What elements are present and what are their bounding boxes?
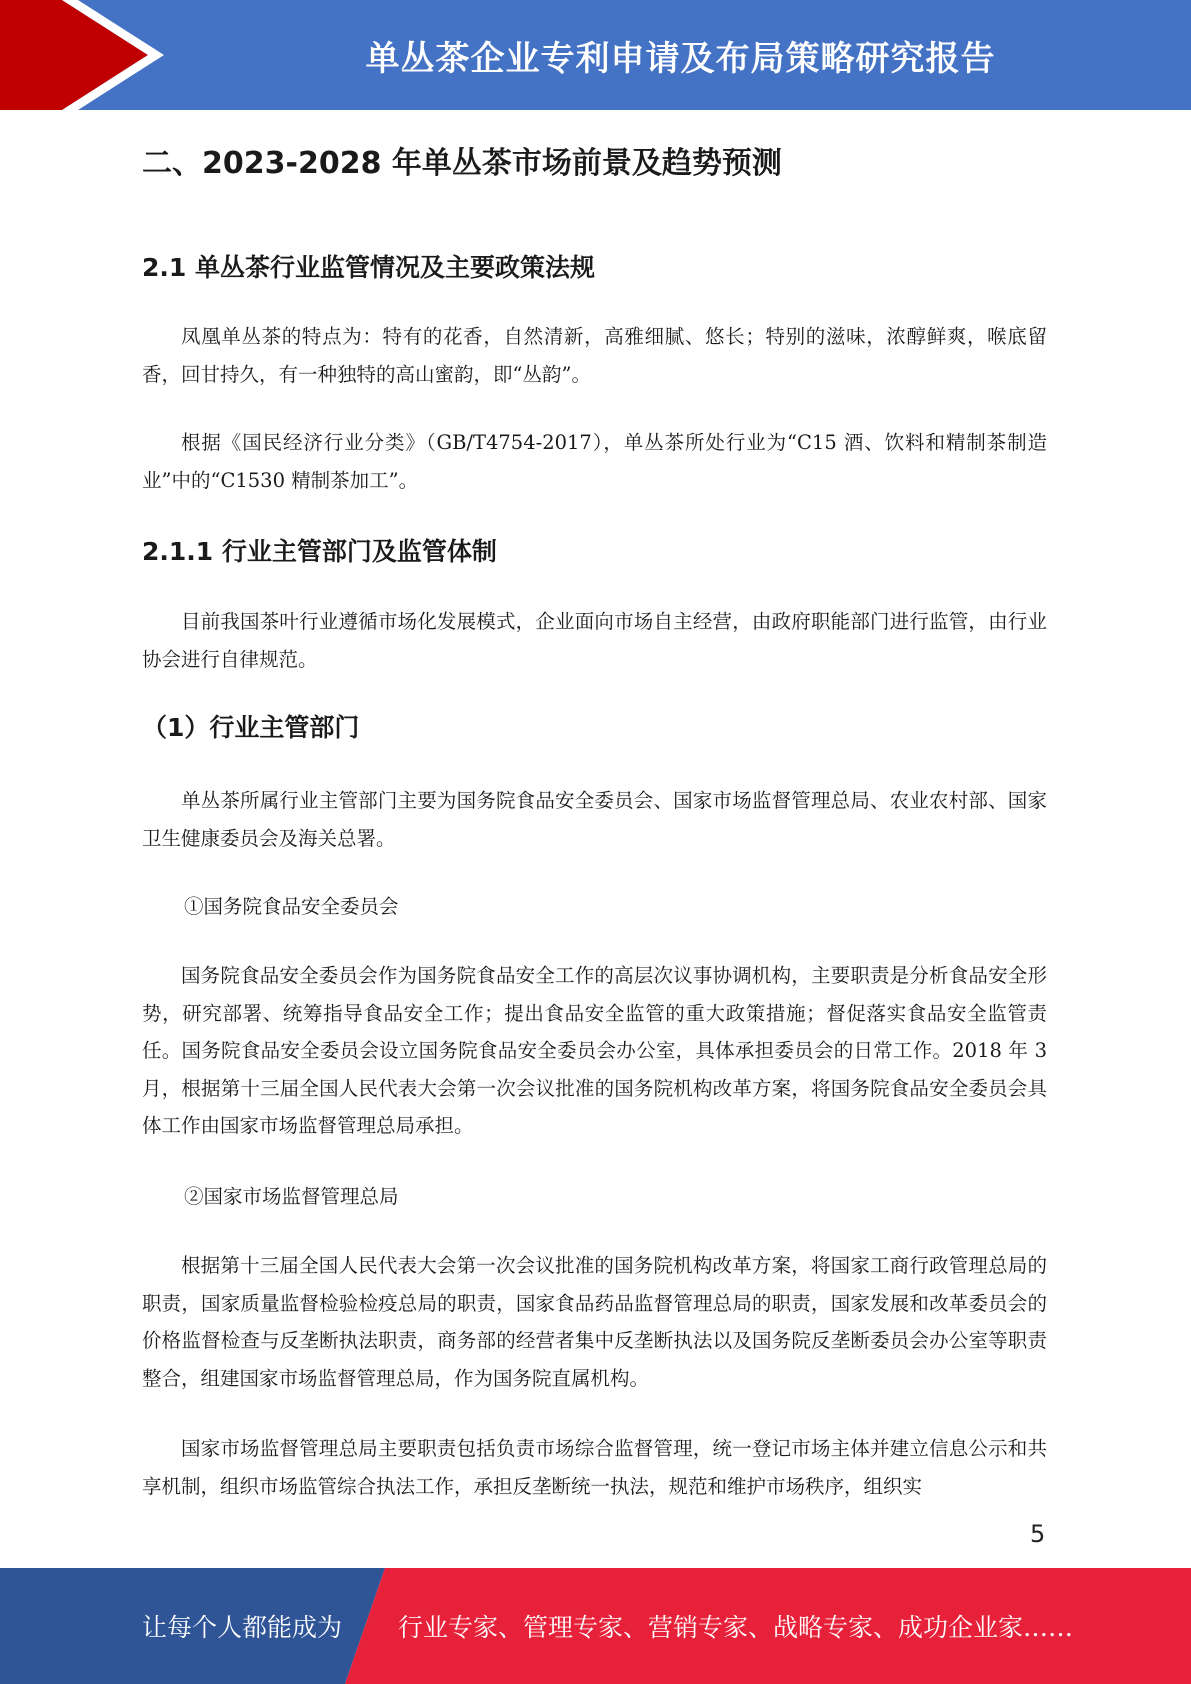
subsection-heading-2-1-1: 2.1.1 行业主管部门及监管体制 — [142, 537, 497, 566]
report-title: 单丛茶企业专利申请及布局策略研究报告 — [365, 38, 996, 79]
page-footer — [0, 1568, 1191, 1684]
paragraph: 根据第十三届全国人民代表大会第一次会议批准的国务院机构改革方案，将国家工商行政管理总局的职责，国家质量监督检验检疫总局的职责，国家食品药品监督管理总局的职责，国家发展和改革委员会的价格监督检查与反垄断执法职责，商务部的经营者集中反垄断执法以及国务院反垄断委员会办公室等职责整合，组建国家市场监督管理总局，作为国务院直属机构。 — [142, 1254, 1047, 1390]
page-header — [0, 0, 1191, 110]
paragraph: 国家市场监督管理总局主要职责包括负责市场综合监督管理，统一登记市场主体并建立信息公示和共享机制，组织市场监管综合执法工作，承担反垄断统一执法，规范和维护市场秩序，组织实 — [142, 1437, 1047, 1498]
paragraph: 目前我国茶叶行业遵循市场化发展模式，企业面向市场自主经营，由政府职能部门进行监管，由行业协会进行自律规范。 — [142, 610, 1047, 671]
paragraph: 根据《国民经济行业分类》（GB/T4754-2017），单丛茶所处行业为“C15 酒、饮料和精制茶制造业”中的“C1530 精制茶加工”。 — [142, 431, 1047, 492]
footer-slogan-right: 行业专家、管理专家、营销专家、战略专家、成功企业家…… — [398, 1613, 1074, 1642]
section-heading: 二、2023-2028 年单丛茶市场前景及趋势预测 — [142, 146, 782, 181]
paragraph: 国务院食品安全委员会作为国务院食品安全工作的高层次议事协调机构，主要职责是分析食品安全形势，研究部署、统筹指导食品安全工作；提出食品安全监管的重大政策措施；督促落实食品安全监管责任。国务院食品安全委员会设立国务院食品安全委员会办公室，具体承担委员会的日常工作。2018 年 3 月，根据第十三届全国人民代表大会第一次会议批准的国务院机构改革方案，将国务院食品安全委员会具体工作由国家市场监督管理总局承担。 — [142, 964, 1047, 1137]
subsection-heading-1: （1）行业主管部门 — [142, 713, 360, 742]
subsection-heading-2-1: 2.1 单丛茶行业监管情况及主要政策法规 — [142, 253, 595, 282]
paragraph: 单丛茶所属行业主管部门主要为国务院食品安全委员会、国家市场监督管理总局、农业农村部、国家卫生健康委员会及海关总署。 — [142, 789, 1047, 850]
footer-slogan-left: 让每个人都能成为 — [142, 1613, 343, 1642]
page-number: 5 — [1030, 1520, 1046, 1548]
list-item-heading: ①国务院食品安全委员会 — [184, 895, 399, 918]
paragraph: 凤凰单丛茶的特点为：特有的花香，自然清新，高雅细腻、悠长；特别的滋味，浓醇鲜爽，喉底留香，回甘持久，有一种独特的高山蜜韵，即“丛韵”。 — [142, 325, 1047, 386]
list-item-heading: ②国家市场监督管理总局 — [184, 1185, 399, 1208]
